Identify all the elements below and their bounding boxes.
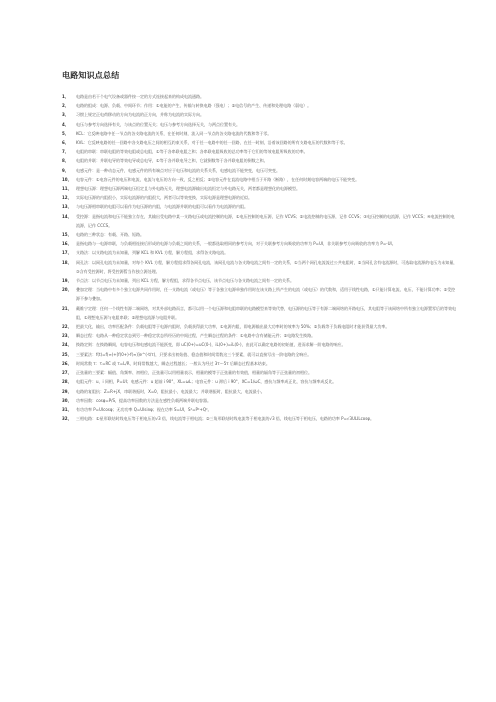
- item-number: 26、: [62, 360, 72, 366]
- item-number: 5、: [62, 130, 69, 136]
- item-text: 节点法：以节点电压为未知量，列出 KCL 方程，解方程组，求得各节点电压，该节点电压与各支路电流之间有一定的关系。: [76, 278, 294, 284]
- item-text: 电阻的串联：串联电阻的等效电阻或总电阻，①等于各串联电阻之和；各串联电阻吸收的总功率等于它们的等效电阻所吸收的功率。: [76, 149, 308, 155]
- list-item: [62, 387, 458, 396]
- item-number: 29、: [62, 388, 72, 394]
- item-number: 10、: [62, 176, 72, 182]
- item-text: 电阻元件：u、i 同相，P=UI；电感元件：u 超前 i 90°，XL=ωL；电容元件：u 滞后 i 90°，XC=1/ωC，感抗与频率成正比，容抗与频率成反比。: [76, 379, 337, 385]
- item-text: 电路的组成：电源、负载、中间环节；作用：①电能的产生、传输与转换电路（强电）；②电信号的产生、传递和处理电路（弱电）。: [76, 103, 312, 109]
- item-text: 换路定则：在换路瞬间，电容电压和电感电流不能跃变，即 uC(0+)=uC(0-)，iL(0+)=iL(0-)，由此可以确定电路的初始值，进而求解一阶电路的响应。: [76, 342, 346, 348]
- item-number: 4、: [62, 121, 69, 127]
- item-number: 7、: [62, 149, 69, 155]
- list-item: [62, 304, 458, 322]
- item-text: KVL：它反映电路的任一回路中各支路电压之间的相互约束关系，对于任一电路中的任一回路，在任一时刻，沿着该回路的所有支路电压的代数和等于零。: [76, 140, 348, 146]
- item-text: 把最大化，输出，功率匹配条件：负载电阻等于电源内阻时，负载获得最大功率，①电源内阻，即电源输出最大功率时的效率为 50%；②负载等于负载电阻时才能获得最大功率。: [76, 324, 390, 330]
- list-item: [62, 350, 458, 359]
- item-number: 30、: [62, 397, 72, 403]
- item-number: 15、: [62, 232, 72, 238]
- list-item: [62, 138, 458, 147]
- item-text: 三要素法：f(t)=f(∞)+[f(0+)-f(∞)]e^(-t/τ)，只要求出初始值、稳态值和时间常数这三个要素，就可以直接写出一阶电路的全响应。: [76, 351, 312, 357]
- list-item: [62, 359, 458, 368]
- list-item: [62, 377, 458, 386]
- item-number: 2、: [62, 103, 69, 109]
- item-text: 网孔法：以网孔电流为未知量，对每个 KVL 方程，解方程组求得各网孔电流，该网孔电流与各支路电流之间有一定的关系，①当两个网孔电流流过公共电阻时，②当网孔含有电流源时，可选取电流源的电压为未知量，③含有受控源时，将受控源暂当作独立源处理。: [76, 259, 458, 274]
- page-title: 电路知识点总结: [62, 71, 120, 80]
- item-text: 电路的三种状态：有载、开路、短路。: [76, 232, 144, 238]
- list-item: [62, 340, 458, 349]
- item-number: 3、: [62, 112, 69, 118]
- item-number: 11、: [62, 186, 72, 192]
- item-text: 电容元件：①电容元件的电压和电流，电流与电压的方向一致，反之相反；②电容元件在直流电路中相当于开路（断路），在任何时刻电容两端的电压不能突变。: [76, 176, 360, 182]
- list-item: [62, 212, 458, 230]
- item-text: 受控源：是指电流和电压不能独立存在，其输出受电路中某一支路电压或电流控制的电源，①电压控制的电压源，记作 VCVS；②电流控制的电压源，记作 CCVS；③电压控制的电流源，记作 VCCS；④电流控制的电流源，记作 CCCS。: [76, 213, 455, 228]
- list-item: [62, 120, 458, 129]
- list-item: [62, 110, 458, 119]
- item-number: 31、: [62, 406, 72, 412]
- list-item: [62, 230, 458, 239]
- item-number: 23、: [62, 333, 72, 339]
- list-item: [62, 414, 458, 423]
- list-item: [62, 175, 458, 184]
- list-item: [62, 156, 458, 165]
- item-number: 19、: [62, 278, 72, 284]
- list-item: [62, 184, 458, 193]
- list-item: [62, 166, 458, 175]
- list-item: [62, 331, 458, 340]
- list-item: [62, 405, 458, 414]
- item-text: KCL：它反映电路中任一节点的各支路电流的关系，在任何时刻，流入同一节点的各支路电流的代数和等于零。: [76, 130, 272, 136]
- item-text: 与电压源相串联的电阻可以看作为电压源的内阻，与电流源并联的电阻可以看作为电流源的内阻。: [76, 204, 248, 210]
- item-number: 17、: [62, 250, 72, 256]
- item-text: 是指电路与一电源串联，与负载相连接后形成的电源与负载之间的关系，一般都选取相同的参考方向，对于关联参考方向吸收的功率为 P=UI，非关联参考方向吸收的功率为 P=-UI。: [76, 241, 396, 247]
- item-text: 实际电压源的内阻很小，实际电流源的内阻很大，两者可以等效变换，实际电源是理想电源的近似。: [76, 195, 252, 201]
- list-item: [62, 239, 458, 248]
- item-text: 习惯上规定正电荷移动的方向为电流的正方向，并称为电流的实际方向。: [76, 112, 204, 118]
- item-number: 8、: [62, 158, 69, 164]
- list-item: [62, 129, 458, 138]
- list-item: [62, 322, 458, 331]
- item-number: 13、: [62, 204, 72, 210]
- item-number: 28、: [62, 379, 72, 385]
- item-number: 32、: [62, 416, 72, 422]
- list-item: [62, 202, 458, 211]
- item-number: 16、: [62, 241, 72, 247]
- list-item: [62, 147, 458, 156]
- item-number: 9、: [62, 167, 69, 173]
- list-item: [62, 368, 458, 377]
- item-number: 20、: [62, 287, 72, 293]
- item-number: 24、: [62, 342, 72, 348]
- item-text: 有功功率 P=UIcosφ；无功功率 Q=UIsinφ；视在功率 S=UI，S²=P²+Q²。: [76, 406, 212, 412]
- item-text: 戴维宁定理：任何一个线性有源二端网络，对其外部电路而言，都可以用一个电压源和电阻串联的电路模型来等效代替，电压源的电压等于有源二端网络的开路电压，其电阻等于该网络中所有独立电源置零后的等效电阻，①理想电压源与电阻串联；②理想电流源与电阻并联。: [76, 305, 456, 320]
- item-number: 14、: [62, 213, 72, 219]
- list-item: [62, 258, 458, 276]
- list-item: [62, 276, 458, 285]
- item-number: 18、: [62, 259, 72, 265]
- item-number: 22、: [62, 324, 72, 330]
- item-text: 瞬态过程：电路从一种稳定状态到另一种稳定状态所经历的中间过程，产生瞬态过程的条件：①电路中含有储能元件；②电路发生换路。: [76, 333, 316, 339]
- list-item: [62, 193, 458, 202]
- item-text: 三相电路：①星形联结时线电压等于相电压的√3 倍，线电流等于相电流；②三角形联结时线电流等于相电流的√3 倍，线电压等于相电压，电路的功率 P=√3ULILcosφ。: [76, 416, 374, 422]
- item-text: 电阻的并联：并联电导的等效电导或总电导，①等于各并联电导之和，它就倒数等于各并联电阻的倒数之和。: [76, 158, 268, 164]
- item-text: 电感元件：是一种动态元件，电感元件的所有端点对应于电压和电流的关系关系，电感电流不能突变，电压可突变。: [76, 167, 280, 173]
- item-text: 功率因数：cosφ=P/S，提高功率因数的方法是在感性负载两端并联电容器。: [76, 397, 212, 403]
- item-number: 25、: [62, 351, 72, 357]
- item-number: 1、: [62, 94, 69, 99]
- list-item: [62, 248, 458, 257]
- item-text: 支路法：以支路电流为未知量，列解 KCL 和 KVL 方程，解方程组，求得各支路电流。: [76, 250, 229, 256]
- list-item: [62, 396, 458, 405]
- item-text: 叠加定理：当电路中有多个独立电源共同作用时，任一支路电流（或电压）等于各独立电源单独作用时在该支路上所产生的电流（或电压）的代数和，适用于线性电路，①只能计算电流、电压，不能计算功率；②受控源不参与叠加。: [76, 287, 456, 302]
- knowledge-list: [62, 92, 458, 423]
- list-item: [62, 101, 458, 110]
- item-text: 正弦量的三要素：幅值、角频率、初相位，正弦量可以用相量表示，相量的模等于正弦量的有效值，相量的辐角等于正弦量的初相位。: [76, 370, 312, 376]
- item-number: 6、: [62, 140, 69, 146]
- item-text: 理想电压源：理想电压源两端电压恒定且与外电路无关，理想电流源输出电流恒定与外电路无关，两者都是理想化的电源模型。: [76, 186, 300, 192]
- item-text: 电压与参考方向选择有关，与该点的位置无关；电压与参考方向选择无关，与两点位置有关。: [76, 121, 240, 127]
- item-number: 21、: [62, 305, 72, 311]
- item-text: 时间常数 τ：τ=RC 或 τ=L/R，时间常数越大，瞬态过程越长；一般认为经过 3τ～5τ 后瞬态过程基本结束。: [76, 360, 270, 366]
- item-text: 电路的复阻抗：Z=R+jX，串联谐振时，X=0，阻抗最小，电流最大；并联谐振时，阻抗最大，电流最小。: [76, 388, 265, 394]
- list-item: [62, 285, 458, 303]
- item-number: 27、: [62, 370, 72, 376]
- list-item: [62, 92, 458, 101]
- item-number: 12、: [62, 195, 72, 201]
- item-text: 电路是由若干个电气设备或器件按一定的方式连接起来的构成电流通路。: [76, 94, 204, 99]
